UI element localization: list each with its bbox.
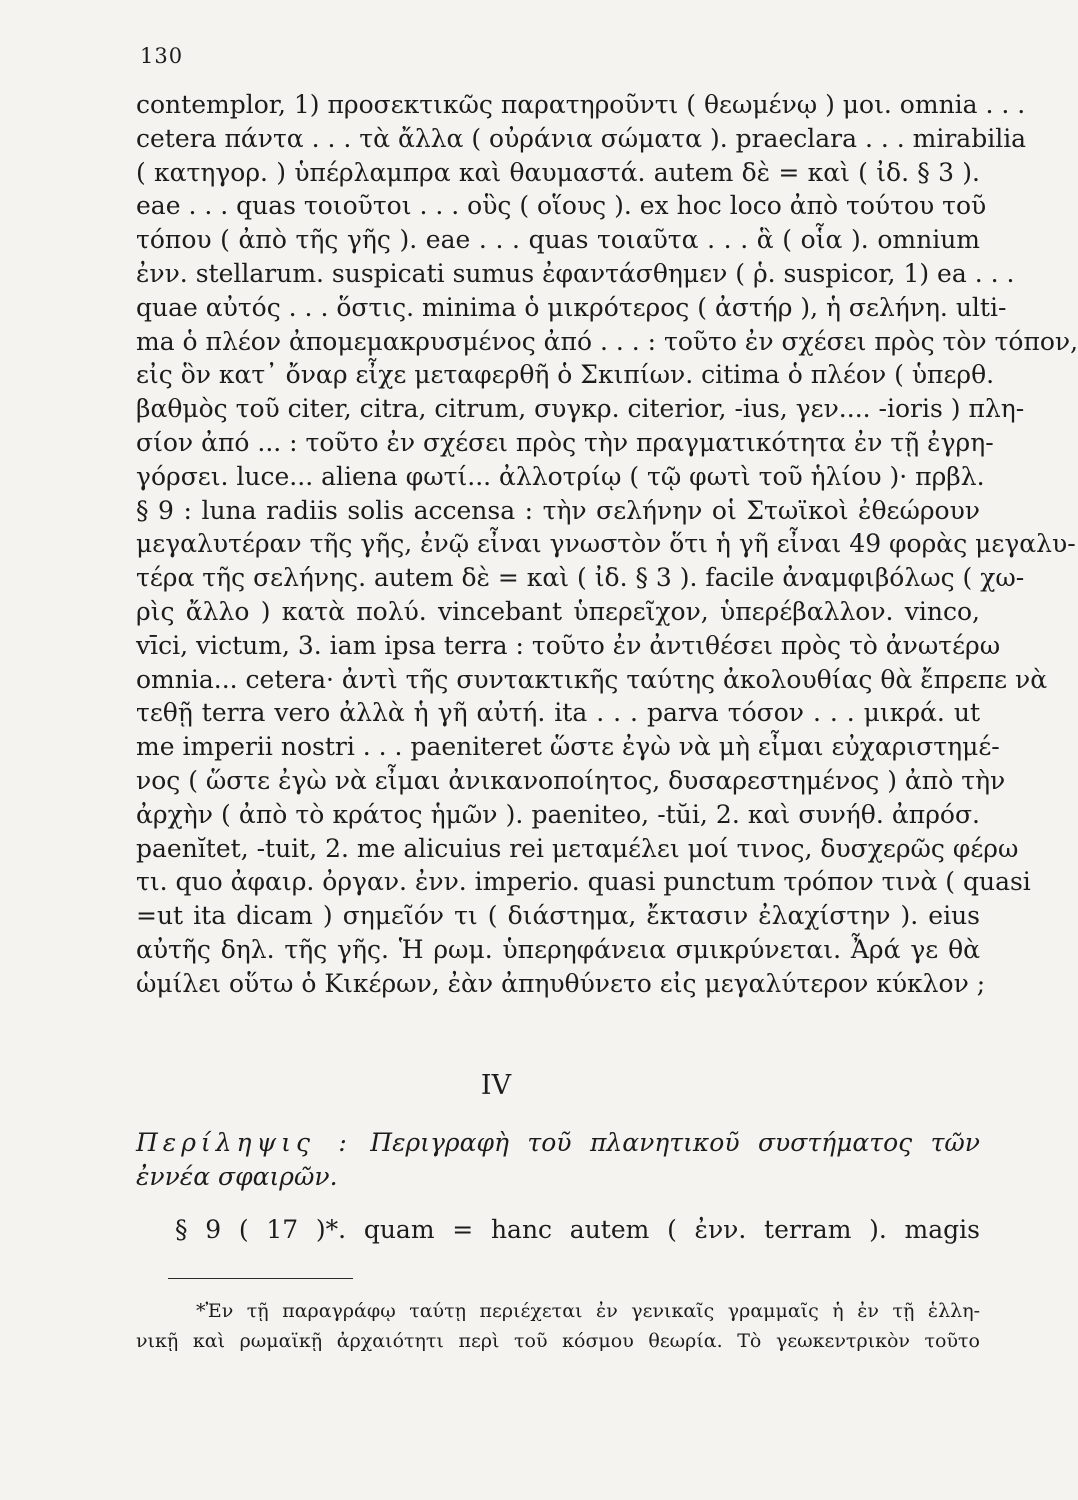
commentary-line: νος ( ὥστε ἐγὼ νὰ εἶμαι ἀνικανοποίητος, δυσαρεστημένος ) ἀπὸ τὴν [136,765,1006,795]
summary-label: Περίληψις : [136,1128,352,1157]
commentary-line: τεθῇ terra vero ἀλλὰ ἡ γῆ αὐτή. ita . . . parva τόσον . . . μικρά. ut [136,698,980,728]
commentary-line: εἰς ὃν κατ᾿ ὄναρ εἶχε μεταφερθῆ ὁ Σκιπίων. citima ὁ πλέον ( ὑπερθ. [136,360,995,390]
commentary-line: ἀρχὴν ( ἀπὸ τὸ κράτος ἡμῶν ). paeniteo, -tŭi, 2. καὶ συνήθ. ἀπρόσ. [136,799,980,829]
commentary-line: paenĭtet, -tuit, 2. me alicuius rei μεταμέλει μοί τινος, δυσχερῶς φέρω [136,833,1019,863]
commentary-line: βαθμὸς τοῦ citer, citra, citrum, συγκρ. citerior, -ius, γεν.... -ioris ) πλη- [136,394,1025,424]
section-summary [136,1126,980,1194]
commentary-line: ὡμίλει οὕτω ὁ Κικέρων, ἐὰν ἀπηυθύνετο εἰς μεγαλύτερον κύκλον ; [136,968,986,998]
summary-line [136,1126,980,1160]
commentary-line: =ut ita dicam ) σημεῖόν τι ( διάστημα, ἔκτασιν ἐλαχίστην ). eius [136,901,980,931]
commentary-line: eae . . . quas τοιοῦτοι . . . οὓς ( οἵους ). ex hoc loco ἀπὸ τούτου τοῦ [136,191,987,221]
commentary-line: αὐτῆς δηλ. τῆς γῆς. Ἡ ρωμ. ὑπερηφάνεια σμικρύνεται. Ἆρά γε θὰ [136,934,980,964]
commentary-line: quae αὐτός . . . ὅστις. minima ὁ μικρότερος ( ἀστήρ ), ἡ σελήνη. ulti- [136,292,1007,322]
commentary-line: me imperii nostri . . . paeniteret ὥστε ἐγὼ νὰ μὴ εἶμαι εὐχαριστημέ- [136,732,1000,762]
summary-text: Περιγραφὴ τοῦ πλανητικοῦ συστήματος τῶν [370,1128,980,1157]
commentary-text [136,88,1078,1001]
commentary-line: vīci, victum, 3. iam ipsa terra : τοῦτο ἐν ἀντιθέσει πρὸς τὸ ἀνωτέρω [136,630,1001,660]
commentary-line: ἐνν. stellarum. suspicati sumus ἐφαντάσθημεν ( ῥ. suspicor, 1) ea . . . [136,258,1015,288]
commentary-line: γόρσει. luce... aliena φωτί... ἀλλοτρίῳ ( τῷ φωτὶ τοῦ ἡλίου )· πρβλ. [136,461,985,491]
commentary-line: σίον ἀπό ... : τοῦτο ἐν σχέσει πρὸς τὴν πραγματικότητα ἐν τῇ ἐγρη- [136,427,994,457]
footnote-line: νικῇ καὶ ρωμαϊκῇ ἀρχαιότητι περὶ τοῦ κόσμου θεωρία. Τὸ γεωκεντρικὸν τοῦτο [136,1330,980,1352]
footnote [136,1296,980,1356]
commentary-line: contemplor, 1) προσεκτικῶς παρατηροῦντι ( θεωμένῳ ) μοι. omnia . . . [136,90,1026,119]
commentary-line: τι. quo ἀφαιρ. ὀργαν. ἐνν. imperio. quasi punctum τρόπον τινὰ ( quasi [136,867,1031,897]
footnote-divider [168,1278,353,1279]
paragraph-start: § 9 ( 17 )*. quam = hanc autem ( ἐνν. terram ). magis [175,1215,980,1244]
commentary-line: μεγαλυτέραν τῆς γῆς, ἐνῷ εἶναι γνωστὸν ὅτι ἡ γῆ εἶναι 49 φορὰς μεγαλυ- [136,529,1076,559]
commentary-line: ma ὁ πλέον ἀπομεμακρυσμένος ἀπό . . . : τοῦτο ἐν σχέσει πρὸς τὸν τόπον, [136,326,1078,356]
footnote-line: *Ἐν τῇ παραγράφῳ ταύτῃ περιέχεται ἐν γενικαῖς γραμμαῖς ἡ ἐν τῇ ἑλλη- [196,1300,980,1322]
commentary-line: ( κατηγορ. ) ὑπέρλαμπρα καὶ θαυμαστά. autem δὲ = καὶ ( ἰδ. § 3 ). [136,157,980,187]
section-numeral: IV [480,1070,512,1101]
page-number: 130 [140,44,184,68]
commentary-line: τόπου ( ἀπὸ τῆς γῆς ). eae . . . quas τοιαῦτα . . . ἃ ( οἷα ). omnium [136,225,980,255]
commentary-line: τέρα τῆς σελήνης. autem δὲ = καὶ ( ἰδ. § 3 ). facile ἀναμφιβόλως ( χω- [136,563,1025,593]
commentary-line: omnia... cetera· ἀντὶ τῆς συντακτικῆς ταύτης ἀκολουθίας θὰ ἔπρεπε νὰ [136,664,1048,694]
summary-line: ἐννέα σφαιρῶν. [136,1162,338,1191]
commentary-line: § 9 : luna radiis solis accensa : τὴν σελήνην οἱ Στωϊκοὶ ἐθεώρουν [136,495,980,525]
commentary-line: cetera πάντα . . . τὰ ἄλλα ( οὐράνια σώματα ). praeclara . . . mirabilia [136,123,1027,153]
commentary-line: ρὶς ἄλλο ) κατὰ πολύ. vincebant ὑπερεῖχον, ὑπερέβαλλον. vinco, [136,596,980,626]
